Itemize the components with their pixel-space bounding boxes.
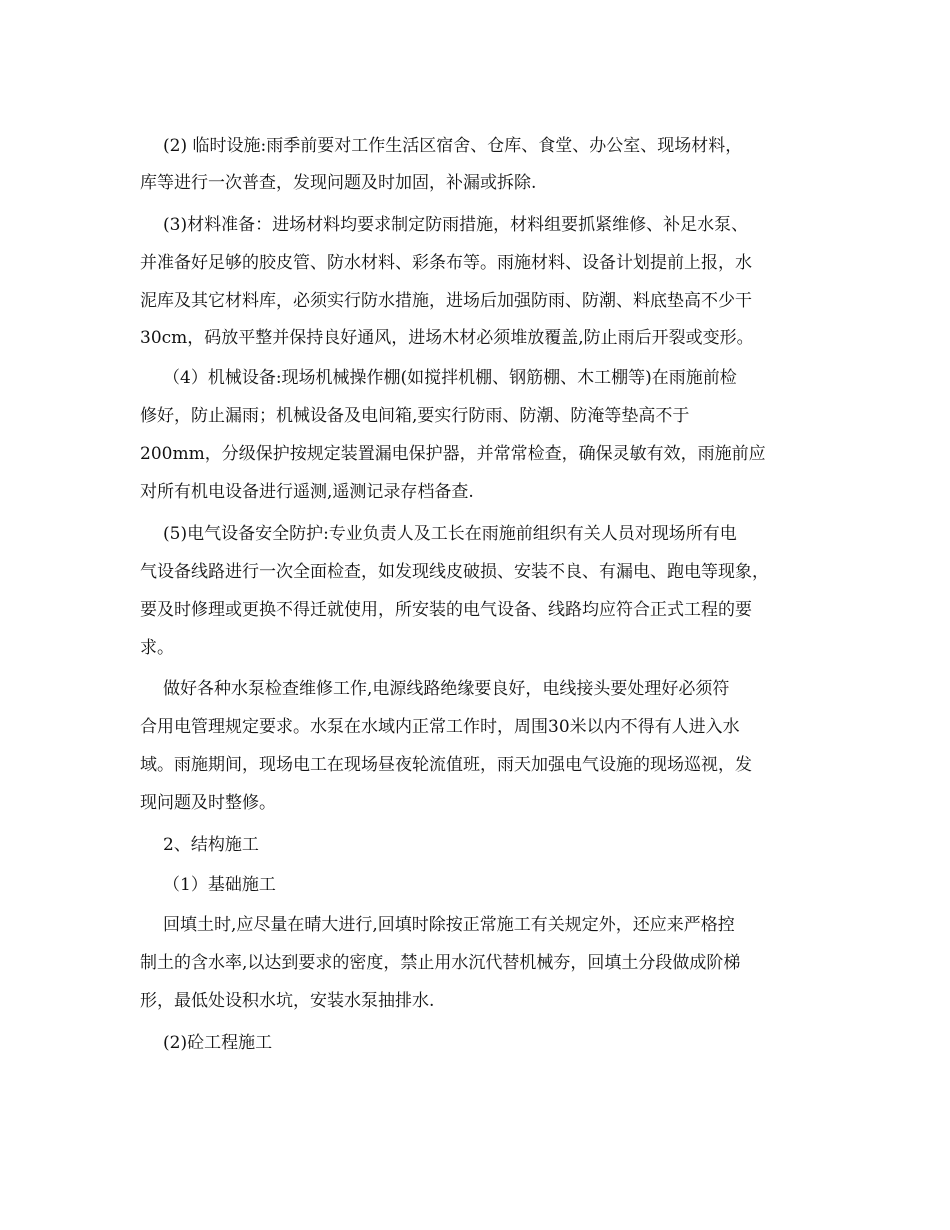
text-line: 泥库及其它材料库，必须实行防水措施，进场后加强防雨、防潮、料底垫高不少干	[140, 291, 752, 311]
text-line: 库等进行一次普查，发现问题及时加固，补漏或拆除.	[140, 173, 537, 193]
text-line: 对所有机电设备进行遥测,遥测记录存档备查.	[140, 482, 474, 502]
text-line: 气设备线路进行一次全面检查，如发现线皮破损、安装不良、有漏电、跑电等现象，	[140, 562, 769, 582]
text-line: 200mm，分级保护按规定装置漏电保护器，并常常检查，确保灵敏有效，雨施前应	[140, 444, 766, 464]
text-line: 要及时修理或更换不得迁就使用，所安装的电气设备、线路均应符合正式工程的要	[140, 600, 752, 620]
text-line: (2) 临时设施:雨季前要对工作生活区宿舍、仓库、食堂、办公室、现场材料，	[163, 136, 743, 156]
text-line: 形，最低处设积水坑，安装水泵抽排水.	[140, 991, 435, 1011]
section-heading: 2、结构施工	[163, 835, 259, 855]
text-line: 制土的含水率,以达到要求的密度，禁止用水沉代替机械夯，回填土分段做成阶梯	[140, 953, 741, 973]
text-line: （4）机械设备:现场机械操作棚(如搅拌机棚、钢筋棚、木工棚等)在雨施前检	[163, 368, 737, 388]
subsection-heading: （1）基础施工	[163, 875, 276, 895]
text-line: 合用电管理规定要求。水泵在水域内正常工作时，周围30米以内不得有人进入水	[140, 717, 740, 737]
text-line: 回填土时,应尽量在晴大进行,回填时除按正常施工有关规定外，还应来严格控	[163, 915, 735, 935]
text-line: (5)电气设备安全防护:专业负责人及工长在雨施前组织有关人员对现场所有电	[163, 524, 737, 544]
text-line: 修好，防止漏雨；机械设备及电间箱,要实行防雨、防潮、防淹等垫高不于	[140, 406, 690, 426]
text-line: 并准备好足够的胶皮管、防水材料、彩条布等。雨施材料、设备计划提前上报，水	[140, 253, 752, 273]
text-line: 做好各种水泵检查维修工作,电源线路绝缘要良好，电线接头要处理好必须符	[163, 679, 730, 699]
text-line: 域。雨施期间，现场电工在现场昼夜轮流值班，雨天加强电气设施的现场巡视，发	[140, 755, 752, 775]
text-line: 30cm，码放平整并保持良好通风，进场木材必须堆放覆盖,防止雨后开裂或变形。	[140, 328, 754, 348]
subsection-heading: (2)砼工程施工	[163, 1033, 273, 1053]
text-line: 现问题及时整修。	[140, 793, 276, 813]
text-line: 求。	[140, 638, 174, 658]
text-line: (3)材料准备：进场材料均要求制定防雨措施，材料组要抓紧维修、补足水泵、	[163, 215, 749, 235]
